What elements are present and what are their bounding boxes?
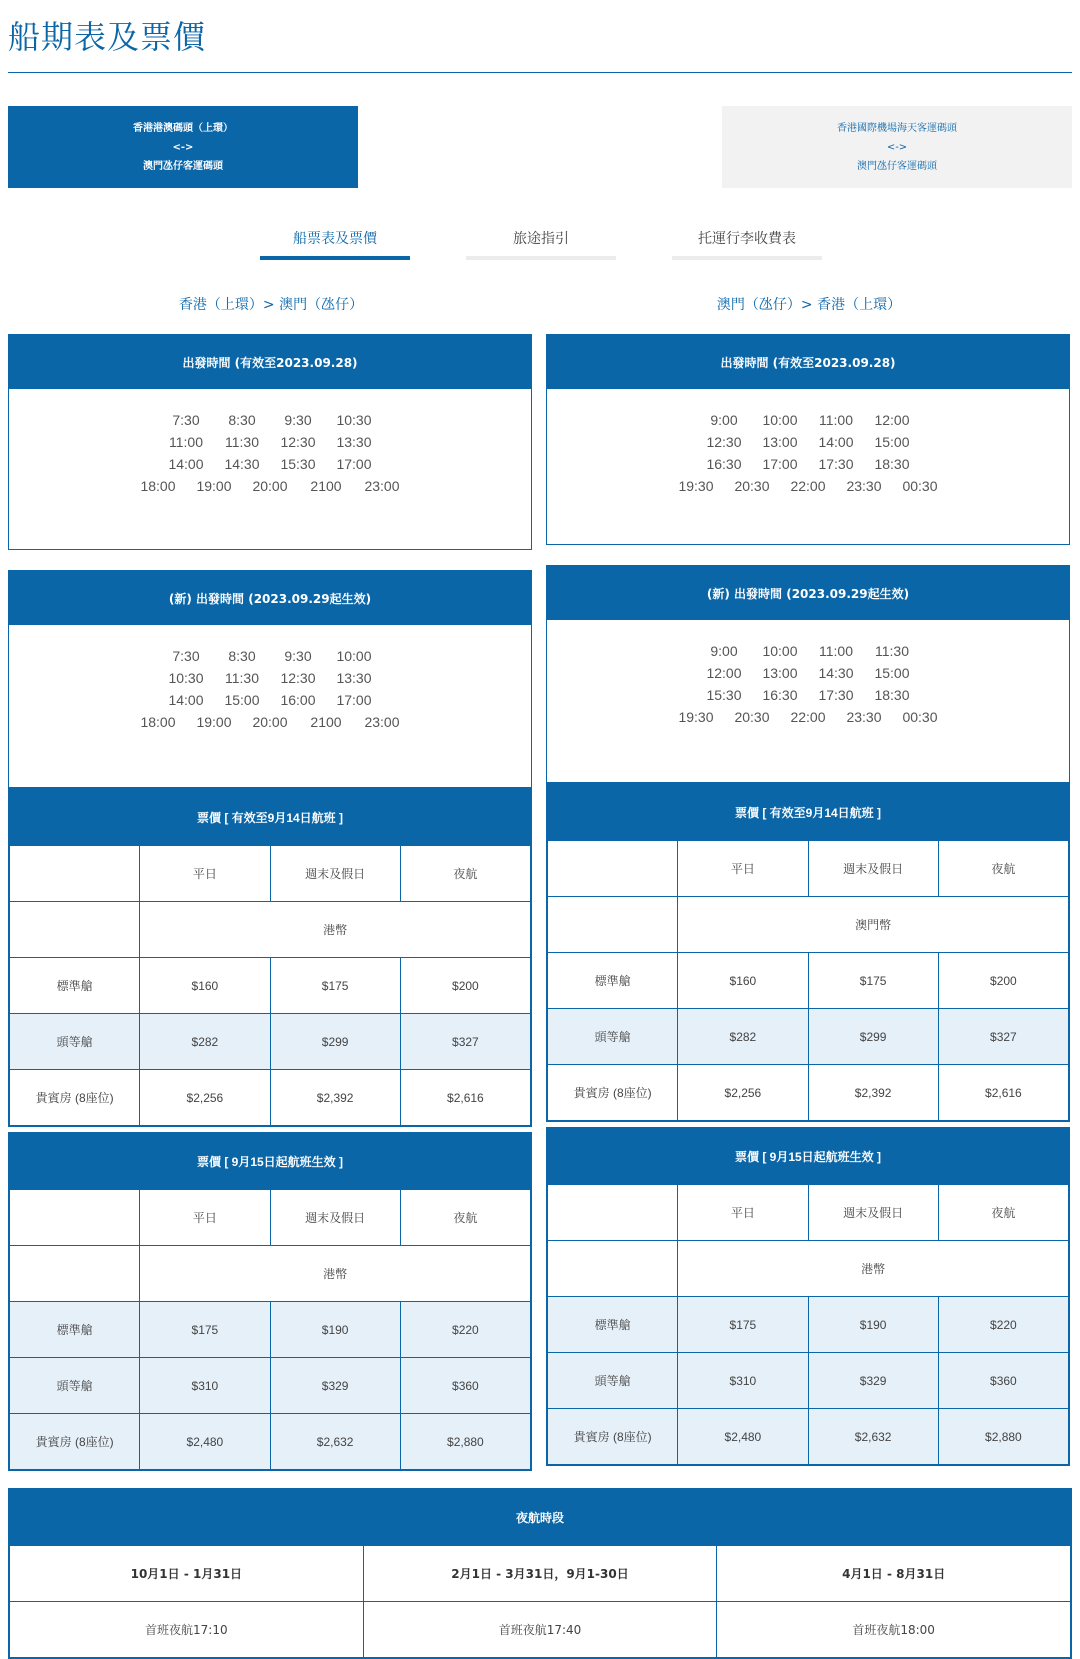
fare-column-header: 週末及假日 — [808, 841, 938, 897]
departure-time: 19:30 — [678, 709, 714, 725]
departure-time: 9:00 — [710, 412, 738, 428]
fare-price: $310 — [140, 1358, 270, 1414]
fare-price: $329 — [808, 1353, 938, 1409]
schedule-title: (新) 出發時間 (2023.09.29起生效) — [9, 571, 531, 625]
departure-time: 9:00 — [710, 643, 738, 659]
tab-label: 旅途指引 — [513, 231, 569, 247]
title-divider — [8, 72, 1072, 73]
fare-price: $2,392 — [808, 1065, 938, 1121]
departure-time: 8:30 — [228, 648, 256, 664]
departure-time: 18:30 — [874, 456, 910, 472]
tab-indicator — [260, 256, 410, 260]
departure-time: 13:30 — [336, 670, 372, 686]
departure-time: 10:30 — [168, 670, 204, 686]
departure-time: 11:30 — [875, 643, 909, 659]
route-button-airport-taipa[interactable] — [722, 106, 1072, 188]
departure-time: 10:00 — [762, 643, 798, 659]
departure-time: 20:00 — [252, 478, 288, 494]
fare-price: $190 — [808, 1297, 938, 1353]
departure-time: 11:00 — [819, 643, 853, 659]
fare-table — [547, 1128, 1069, 1465]
fare-price: $220 — [938, 1297, 1068, 1353]
fare-table — [9, 789, 531, 1126]
fare-price: $160 — [140, 958, 270, 1014]
departure-time: 16:30 — [762, 687, 798, 703]
cabin-class: 頭等艙 — [10, 1358, 140, 1414]
departure-time: 23:00 — [364, 478, 400, 494]
departure-time: 23:30 — [846, 478, 882, 494]
departure-time: 20:30 — [734, 709, 770, 725]
cabin-class: 標準艙 — [10, 1302, 140, 1358]
departure-time: 00:30 — [902, 709, 938, 725]
departure-time: 17:00 — [336, 692, 372, 708]
tab-baggage-fees[interactable] — [672, 228, 822, 260]
night-period: 10月1日 - 1月31日 — [10, 1546, 364, 1602]
route-line-1: 香港國際機場海天客運碼頭 — [837, 122, 957, 134]
route-line-1: 香港港澳碼頭（上環） — [133, 122, 233, 134]
departure-time: 23:00 — [364, 714, 400, 730]
fare-column-header: 夜航 — [938, 1185, 1068, 1241]
time-row — [696, 684, 920, 706]
cabin-class: 標準艙 — [10, 958, 140, 1014]
fare-price: $310 — [678, 1353, 808, 1409]
departure-time: 10:30 — [336, 412, 372, 428]
time-grid — [9, 389, 531, 497]
direction-hk-to-macau: 香港（上環）> 澳門（氹仔） — [178, 297, 364, 313]
cabin-class: 貴賓房 (8座位) — [10, 1414, 140, 1470]
route-line-3: 澳門氹仔客運碼頭 — [143, 160, 223, 172]
tab-label: 托運行李收費表 — [698, 231, 796, 247]
departure-time: 17:30 — [818, 687, 854, 703]
fare-panel-left-from — [8, 1132, 532, 1471]
departure-time: 22:00 — [790, 709, 826, 725]
departure-time: 12:00 — [874, 412, 910, 428]
departure-time: 12:00 — [706, 665, 742, 681]
fare-column-header: 平日 — [140, 846, 270, 902]
route-line-2: <-> — [886, 141, 908, 153]
table-row — [548, 1009, 1069, 1065]
departure-time: 17:00 — [336, 456, 372, 472]
cabin-class: 貴賓房 (8座位) — [10, 1070, 140, 1126]
fare-price: $175 — [808, 953, 938, 1009]
table-row — [548, 1065, 1069, 1121]
departure-time: 11:00 — [819, 412, 853, 428]
fare-price: $2,880 — [938, 1409, 1068, 1465]
departure-time: 18:00 — [140, 478, 176, 494]
departure-time: 7:30 — [172, 412, 200, 428]
table-row — [548, 1409, 1069, 1465]
cabin-class: 貴賓房 (8座位) — [548, 1409, 678, 1465]
fare-price: $327 — [938, 1009, 1068, 1065]
schedule-title: (新) 出發時間 (2023.09.29起生效) — [547, 566, 1069, 620]
fare-column-header: 平日 — [678, 1185, 808, 1241]
empty-cell — [548, 1241, 678, 1297]
time-row — [158, 453, 382, 475]
departure-time: 9:30 — [284, 412, 312, 428]
departure-time: 20:00 — [252, 714, 288, 730]
fare-price: $299 — [270, 1014, 400, 1070]
fare-price: $299 — [808, 1009, 938, 1065]
departure-time: 23:30 — [846, 709, 882, 725]
departure-time: 15:00 — [224, 692, 260, 708]
table-row — [10, 1358, 531, 1414]
departure-time: 14:30 — [818, 665, 854, 681]
fare-table — [9, 1133, 531, 1470]
fare-price: $360 — [400, 1358, 530, 1414]
departure-time: 9:30 — [284, 648, 312, 664]
fare-price: $2,616 — [400, 1070, 530, 1126]
table-row — [10, 958, 531, 1014]
time-grid — [547, 620, 1069, 728]
table-row — [548, 953, 1069, 1009]
departure-time: 17:30 — [818, 456, 854, 472]
schedule-panel-left-old — [8, 334, 532, 550]
fare-price: $2,632 — [808, 1409, 938, 1465]
time-row — [130, 475, 410, 497]
fare-price: $2,480 — [140, 1414, 270, 1470]
schedule-panel-right-old — [546, 334, 1070, 545]
departure-time: 16:00 — [280, 692, 316, 708]
night-first-sailing: 首班夜航17:10 — [10, 1602, 364, 1658]
fare-column-header: 平日 — [140, 1190, 270, 1246]
night-period: 2月1日 - 3月31日，9月1-30日 — [363, 1546, 717, 1602]
departure-time: 19:00 — [196, 478, 232, 494]
page-title: 船期表及票價 — [8, 18, 207, 56]
time-grid — [9, 625, 531, 733]
fare-price: $2,880 — [400, 1414, 530, 1470]
fare-table — [547, 784, 1069, 1121]
fare-panel-left-until — [8, 788, 532, 1127]
fare-price: $2,256 — [678, 1065, 808, 1121]
night-sailing-title: 夜航時段 — [10, 1490, 1071, 1546]
table-row — [10, 1070, 531, 1126]
table-row — [548, 1353, 1069, 1409]
departure-time: 14:00 — [168, 456, 204, 472]
table-row — [548, 1297, 1069, 1353]
empty-cell — [10, 846, 140, 902]
direction-macau-to-hk: 澳門（氹仔）> 香港（上環） — [716, 297, 902, 313]
currency-label: 港幣 — [140, 1246, 531, 1302]
departure-time: 2100 — [310, 478, 342, 494]
fare-price: $175 — [140, 1302, 270, 1358]
empty-cell — [10, 902, 140, 958]
departure-time: 7:30 — [172, 648, 200, 664]
departure-time: 12:30 — [280, 434, 316, 450]
time-row — [158, 667, 382, 689]
night-period: 4月1日 - 8月31日 — [717, 1546, 1071, 1602]
fare-price: $160 — [678, 953, 808, 1009]
schedule-title: 出發時間 (有效至2023.09.28) — [547, 335, 1069, 389]
time-row — [158, 645, 382, 667]
fare-price: $2,256 — [140, 1070, 270, 1126]
fare-panel-right-until — [546, 783, 1070, 1122]
cabin-class: 貴賓房 (8座位) — [548, 1065, 678, 1121]
fare-price: $200 — [400, 958, 530, 1014]
departure-time: 13:00 — [762, 665, 798, 681]
departure-time: 15:30 — [280, 456, 316, 472]
departure-time: 14:30 — [224, 456, 260, 472]
departure-time: 12:30 — [706, 434, 742, 450]
time-row — [158, 689, 382, 711]
departure-time: 18:00 — [140, 714, 176, 730]
fare-price: $327 — [400, 1014, 530, 1070]
time-row — [158, 431, 382, 453]
departure-time: 13:00 — [762, 434, 798, 450]
fare-price: $2,392 — [270, 1070, 400, 1126]
fare-title: 票價 [ 有效至9月14日航班 ] — [548, 785, 1069, 841]
departure-time: 16:30 — [706, 456, 742, 472]
route-line-3: 澳門氹仔客運碼頭 — [857, 160, 937, 172]
currency-label: 港幣 — [140, 902, 531, 958]
schedule-panel-right-new — [546, 565, 1070, 783]
fare-price: $200 — [938, 953, 1068, 1009]
departure-time: 20:30 — [734, 478, 770, 494]
departure-time: 14:00 — [168, 692, 204, 708]
empty-cell — [10, 1246, 140, 1302]
departure-time: 2100 — [310, 714, 342, 730]
time-row — [696, 431, 920, 453]
fare-column-header: 週末及假日 — [808, 1185, 938, 1241]
cabin-class: 標準艙 — [548, 1297, 678, 1353]
currency-label: 澳門幣 — [678, 897, 1069, 953]
night-first-sailing: 首班夜航18:00 — [717, 1602, 1071, 1658]
departure-time: 15:00 — [874, 665, 910, 681]
route-line-2: <-> — [172, 141, 194, 153]
tab-travel-guide[interactable] — [466, 228, 616, 260]
fare-column-header: 夜航 — [938, 841, 1068, 897]
time-row — [696, 662, 920, 684]
tab-indicator — [466, 256, 616, 260]
tab-label: 船票表及票價 — [293, 231, 377, 247]
night-first-sailing: 首班夜航17:40 — [363, 1602, 717, 1658]
tab-indicator — [672, 256, 822, 260]
departure-time: 15:30 — [706, 687, 742, 703]
tab-schedule-fares[interactable] — [260, 228, 410, 260]
fare-price: $282 — [140, 1014, 270, 1070]
fare-price: $220 — [400, 1302, 530, 1358]
cabin-class: 頭等艙 — [548, 1009, 678, 1065]
time-row — [158, 409, 382, 431]
departure-time: 22:00 — [790, 478, 826, 494]
fare-price: $2,616 — [938, 1065, 1068, 1121]
fare-column-header: 週末及假日 — [270, 1190, 400, 1246]
time-row — [668, 475, 948, 497]
table-row — [10, 1302, 531, 1358]
departure-time: 11:30 — [225, 434, 259, 450]
cabin-class: 頭等艙 — [548, 1353, 678, 1409]
fare-price: $360 — [938, 1353, 1068, 1409]
departure-time: 12:30 — [280, 670, 316, 686]
departure-time: 8:30 — [228, 412, 256, 428]
departure-time: 11:00 — [169, 434, 203, 450]
cabin-class: 頭等艙 — [10, 1014, 140, 1070]
departure-time: 15:00 — [874, 434, 910, 450]
empty-cell — [548, 897, 678, 953]
table-row — [10, 1014, 531, 1070]
time-row — [696, 453, 920, 475]
schedule-panel-left-new — [8, 570, 532, 788]
fare-column-header: 夜航 — [400, 846, 530, 902]
fare-price: $190 — [270, 1302, 400, 1358]
empty-cell — [10, 1190, 140, 1246]
time-row — [696, 640, 920, 662]
time-grid — [547, 389, 1069, 497]
fare-price: $175 — [678, 1297, 808, 1353]
currency-label: 港幣 — [678, 1241, 1069, 1297]
departure-time: 17:00 — [762, 456, 798, 472]
departure-time: 14:00 — [818, 434, 854, 450]
departure-time: 10:00 — [336, 648, 372, 664]
empty-cell — [548, 841, 678, 897]
fare-column-header: 夜航 — [400, 1190, 530, 1246]
fare-price: $282 — [678, 1009, 808, 1065]
route-button-sheung-wan-taipa[interactable] — [8, 106, 358, 188]
schedule-title: 出發時間 (有效至2023.09.28) — [9, 335, 531, 389]
departure-time: 19:00 — [196, 714, 232, 730]
departure-time: 11:30 — [225, 670, 259, 686]
fare-price: $175 — [270, 958, 400, 1014]
fare-price: $2,480 — [678, 1409, 808, 1465]
fare-panel-right-from — [546, 1127, 1070, 1466]
time-row — [696, 409, 920, 431]
time-row — [668, 706, 948, 728]
departure-time: 10:00 — [762, 412, 798, 428]
departure-time: 13:30 — [336, 434, 372, 450]
fare-price: $329 — [270, 1358, 400, 1414]
cabin-class: 標準艙 — [548, 953, 678, 1009]
time-row — [130, 711, 410, 733]
fare-title: 票價 [ 9月15日起航班生效 ] — [10, 1134, 531, 1190]
fare-title: 票價 [ 9月15日起航班生效 ] — [548, 1129, 1069, 1185]
departure-time: 19:30 — [678, 478, 714, 494]
departure-time: 18:30 — [874, 687, 910, 703]
departure-time: 00:30 — [902, 478, 938, 494]
fare-price: $2,632 — [270, 1414, 400, 1470]
fare-column-header: 平日 — [678, 841, 808, 897]
night-sailing-panel — [8, 1488, 1072, 1659]
fare-column-header: 週末及假日 — [270, 846, 400, 902]
fare-title: 票價 [ 有效至9月14日航班 ] — [10, 790, 531, 846]
table-row — [10, 1414, 531, 1470]
empty-cell — [548, 1185, 678, 1241]
